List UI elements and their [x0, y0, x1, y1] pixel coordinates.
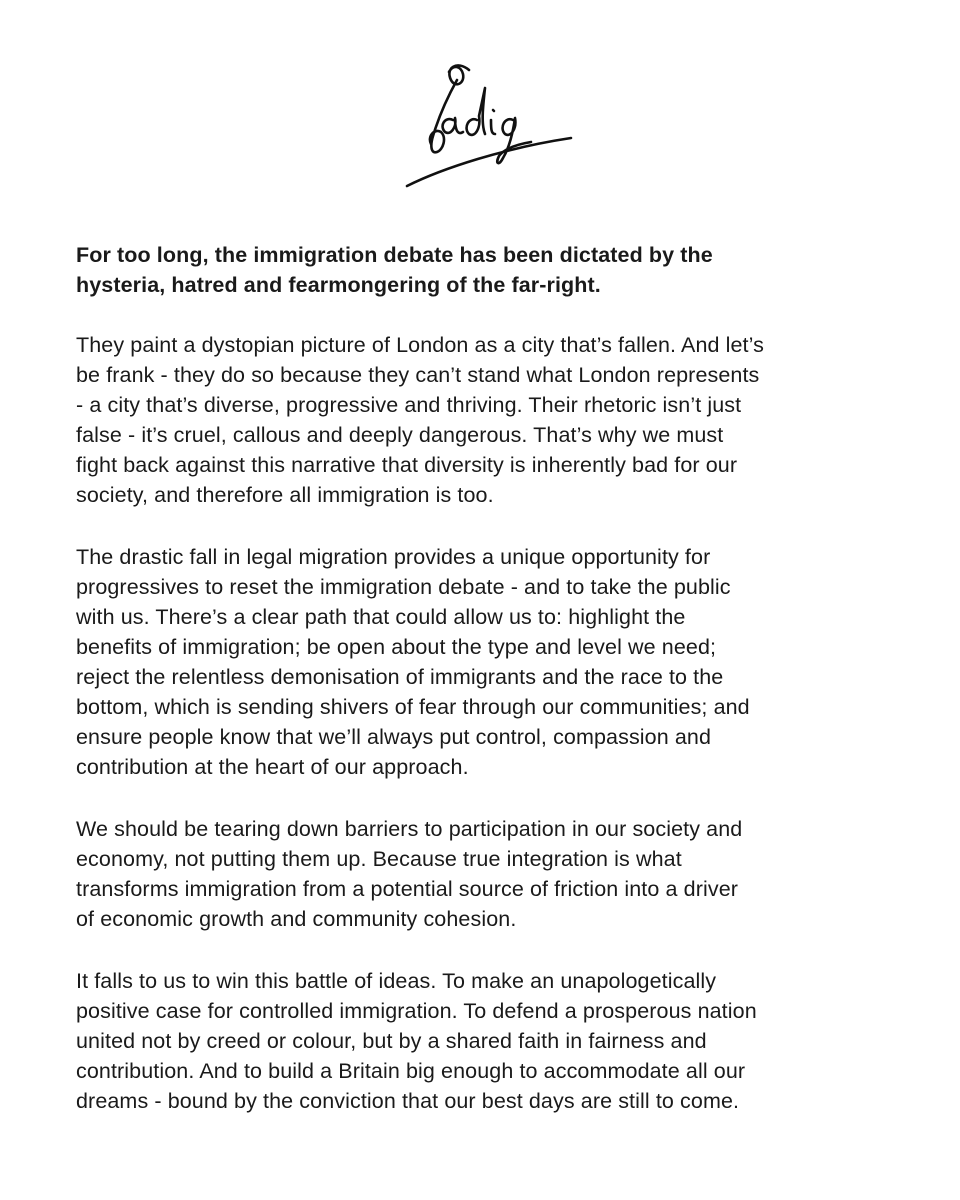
- statement-body: [76, 240, 896, 1148]
- signature-drawing: [395, 58, 580, 190]
- paragraph: The drastic fall in legal migration provides a unique opportunity for progressives to reset the immigration debate - and to take the public with us. There’s a clear path that could allow us to: highlight the benefits of immigration; be open about the type and level we need; reject the relentless demonisation of immigrants and the race to the bottom, which is sending shivers of fear through our communities; and ensure people know that we’ll always put control, compassion and contribution at the heart of our approach.: [76, 545, 750, 779]
- paragraph-lead: For too long, the immigration debate has been dictated by the hysteria, hatred and fearmongering of the far-right.: [76, 243, 713, 297]
- paragraph: We should be tearing down barriers to participation in our society and economy, not putting them up. Because true integration is what transforms immigration from a potential source of friction into a driver of economic growth and community cohesion.: [76, 817, 743, 931]
- paragraph: They paint a dystopian picture of London as a city that’s fallen. And let’s be frank - they do so because they can’t stand what London represents - a city that’s diverse, progressive and thriving. Their rhetoric isn’t just false - it’s cruel, callous and deeply dangerous. That’s why we must fight back against this narrative that diversity is inherently bad for our society, and therefore all immigration is too.: [76, 333, 764, 507]
- paragraph: It falls to us to win this battle of ideas. To make an unapologetically positive case for controlled immigration. To defend a prosperous nation united not by creed or colour, but by a shared faith in fairness and contribution. And to build a Britain big enough to accommodate all our dreams - bound by the conviction that our best days are still to come.: [76, 969, 757, 1113]
- signature-image: [395, 58, 580, 190]
